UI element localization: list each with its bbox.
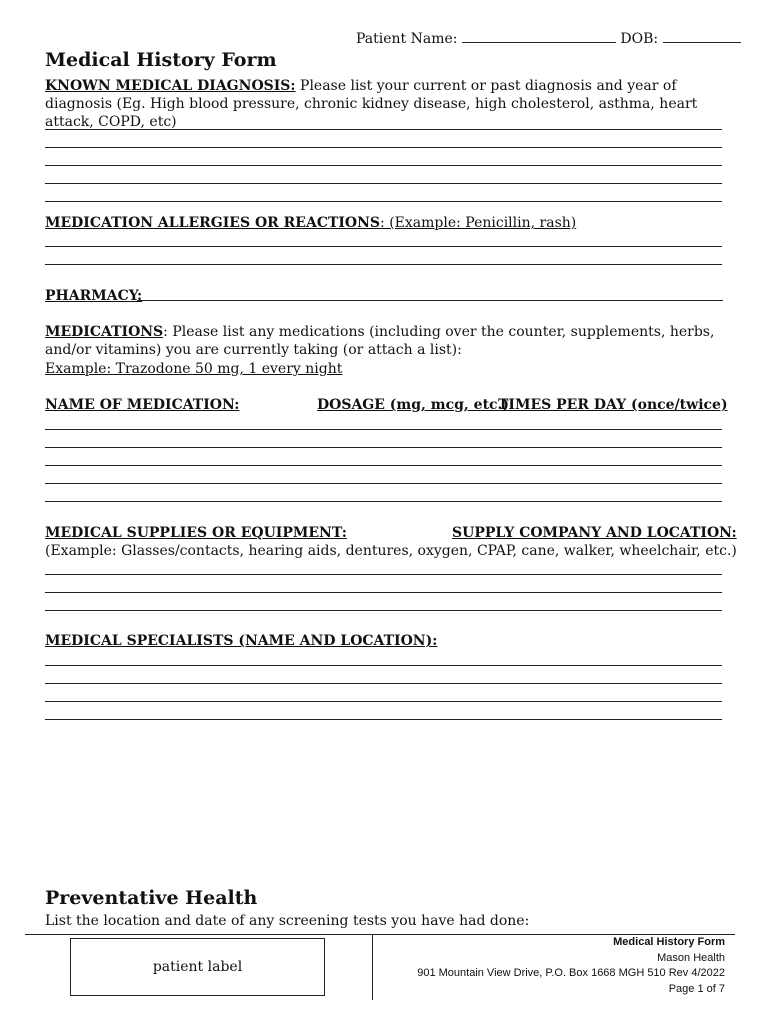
allergies-section	[45, 214, 576, 232]
medications-line[interactable]	[45, 483, 722, 484]
patient-name-field[interactable]	[462, 29, 616, 43]
patient-label-box[interactable]	[70, 938, 325, 996]
footer-vertical-divider	[372, 934, 373, 1000]
medications-example: Example: Trazodone 50 mg, 1 every night	[45, 361, 343, 377]
footer-page: Page 1 of 7	[668, 982, 725, 995]
allergies-line[interactable]	[45, 264, 722, 265]
medications-line[interactable]	[45, 465, 722, 466]
supplies-line[interactable]	[45, 610, 722, 611]
diagnosis-line[interactable]	[45, 201, 722, 202]
diagnosis-line[interactable]	[45, 165, 722, 166]
diagnosis-instructions: Please list your current or past diagnosis and year of diagnosis (Eg. High blood pressure, chronic kidney disease, high cholesterol, asthma, heart attack, COPD, etc)	[45, 78, 698, 130]
specialists-heading: MEDICAL SPECIALISTS (NAME AND LOCATION):	[45, 633, 438, 649]
medications-line[interactable]	[45, 501, 722, 502]
patient-label-text: patient label	[152, 959, 243, 975]
specialists-line[interactable]	[45, 701, 722, 702]
dob-label: DOB:	[620, 31, 659, 47]
dosage-column: DOSAGE (mg, mcg, etc.)	[317, 397, 510, 413]
patient-name-label: Patient Name:	[356, 31, 458, 47]
medications-section	[45, 323, 735, 359]
times-per-day-column: TIMES PER DAY (once/twice)	[498, 397, 728, 413]
footer-info	[417, 935, 725, 997]
specialists-line[interactable]	[45, 683, 722, 684]
diagnosis-section	[45, 77, 735, 131]
diagnosis-line[interactable]	[45, 183, 722, 184]
preventative-title: Preventative Health	[45, 887, 258, 909]
preventative-instructions: List the location and date of any screening tests you have had done:	[45, 913, 530, 929]
patient-header	[356, 29, 741, 48]
supplies-example: (Example: Glasses/contacts, hearing aids, dentures, oxygen, CPAP, cane, walker, wheelchair, etc.)	[45, 543, 737, 559]
diagnosis-line[interactable]	[45, 147, 722, 148]
allergies-line[interactable]	[45, 246, 722, 247]
specialists-line[interactable]	[45, 719, 722, 720]
diagnosis-heading: KNOWN MEDICAL DIAGNOSIS:	[45, 78, 296, 94]
medications-instructions: : Please list any medications (including over the counter, supplements, herbs, and/or vitamins) you are currently taking (or attach a list):	[45, 324, 715, 358]
pharmacy-heading: PHARMACY:	[45, 288, 143, 304]
medication-name-column: NAME OF MEDICATION:	[45, 397, 240, 413]
allergies-example: : (Example: Penicillin, rash)	[380, 215, 577, 231]
medications-line[interactable]	[45, 447, 722, 448]
supplies-heading: MEDICAL SUPPLIES OR EQUIPMENT:	[45, 525, 347, 541]
footer-form-name: Medical History Form	[613, 936, 725, 948]
allergies-heading: MEDICATION ALLERGIES OR REACTIONS	[45, 215, 381, 231]
specialists-line[interactable]	[45, 665, 722, 666]
medications-line[interactable]	[45, 429, 722, 430]
footer-address: 901 Mountain View Drive, P.O. Box 1668 MGH 510 Rev 4/2022	[417, 967, 725, 979]
supply-company-heading: SUPPLY COMPANY AND LOCATION:	[452, 525, 737, 541]
medications-heading: MEDICATIONS	[45, 324, 164, 340]
pharmacy-field[interactable]	[137, 300, 723, 301]
dob-field[interactable]	[663, 29, 741, 43]
footer-org: Mason Health	[657, 951, 725, 964]
form-title: Medical History Form	[45, 49, 277, 71]
supplies-line[interactable]	[45, 574, 722, 575]
diagnosis-line[interactable]	[45, 129, 722, 130]
supplies-line[interactable]	[45, 592, 722, 593]
